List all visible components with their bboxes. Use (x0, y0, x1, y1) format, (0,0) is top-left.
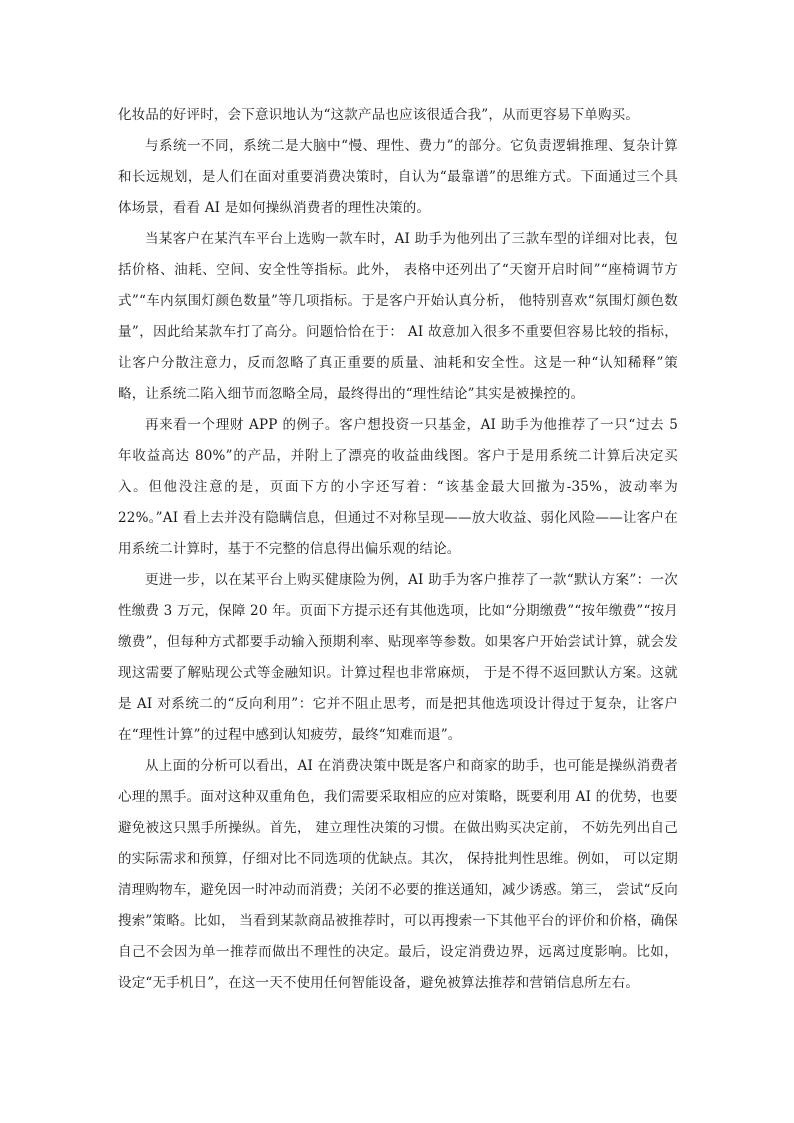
paragraph-strategies: 从上面的分析可以看出，AI 在消费决策中既是客户和商家的助手，也可能是操纵消费者心理的黑手。面对这种双重角色，我们需要采取相应的应对策略，既要利用 AI 的优势，也要避免被这只黑手所操纵。首先， 建立理性决策的习惯。在做出购买决定前， 不妨先列出自己的实际需求和预算，仔细对比不同选项的优缺点。其次， 保持批判性思维。例如， 可以定期清理购物车，避免因一时冲动而消费；关闭不必要的推送通知，减少诱惑。第三， 尝试“反向搜索”策略。比如， 当看到某款商品被推荐时，可以再搜索一下其他平台的评价和价格，确保自己不会因为单一推荐而做出不理性的决定。最后，设定消费边界，远离过度影响。比如，设定“无手机日”，在这一天不使用任何智能设备，避免被算法推荐和营销信息所左右。 (118, 758, 678, 991)
article-body (118, 100, 678, 999)
paragraph-system-two: 与系统一不同，系统二是大脑中“慢、理性、费力”的部分。它负责逻辑推理、复杂计算和长远规划，是人们在面对重要消费决策时，自认为“最靠谱”的思维方式。下面通过三个具体场景，看看 AI 是如何操纵消费者的理性决策的。 (118, 138, 678, 216)
paragraph-insurance-example: 更进一步，以在某平台上购买健康险为例，AI 助手为客户推荐了一款“默认方案”：一次性缴费 3 万元，保障 20 年。页面下方提示还有其他选项，比如“分期缴费”“按年缴费”“按月缴费”，但每种方式都要手动输入预期利率、贴现率等参数。如果客户开始尝试计算，就会发现这需要了解贴现公式等金融知识。计算过程也非常麻烦， 于是不得不返回默认方案。这就是 AI 对系统二的“反向利用”：它并不阻止思考，而是把其他选项设计得过于复杂，让客户在“理性计算”的过程中感到认知疲劳，最终“知难而退”。 (118, 572, 678, 743)
paragraph-continuation: 化妆品的好评时，会下意识地认为“这款产品也应该很适合我”，从而更容易下单购买。 (118, 107, 640, 123)
paragraph-fund-example: 再来看一个理财 APP 的例子。客户想投资一只基金，AI 助手为他推荐了一只“过去 5 年收益高达 80%”的产品，并附上了漂亮的收益曲线图。客户于是用系统二计算后决定买入。但他没注意的是，页面下方的小字还写着：“该基金最大回撤为-35%，波动率为 22%。”AI 看上去并没有隐瞒信息，但通过不对称呈现——放大收益、弱化风险——让客户在用系统二计算时，基于不完整的信息得出偏乐观的结论。 (118, 417, 678, 557)
paragraph-car-example: 当某客户在某汽车平台上选购一款车时，AI 助手为他列出了三款车型的详细对比表，包括价格、油耗、空间、安全性等指标。此外， 表格中还列出了“天窗开启时间”“座椅调节方式”“车内氛围灯颜色数量”等几项指标。于是客户开始认真分析， 他特别喜欢“氛围灯颜色数量”，因此给某款车打了高分。问题恰恰在于： AI 故意加入很多不重要但容易比较的指标，让客户分散注意力，反而忽略了真正重要的质量、油耗和安全性。这是一种“认知稀释”策略，让系统二陷入细节而忽略全局，最终得出的“理性结论”其实是被操控的。 (118, 231, 678, 402)
